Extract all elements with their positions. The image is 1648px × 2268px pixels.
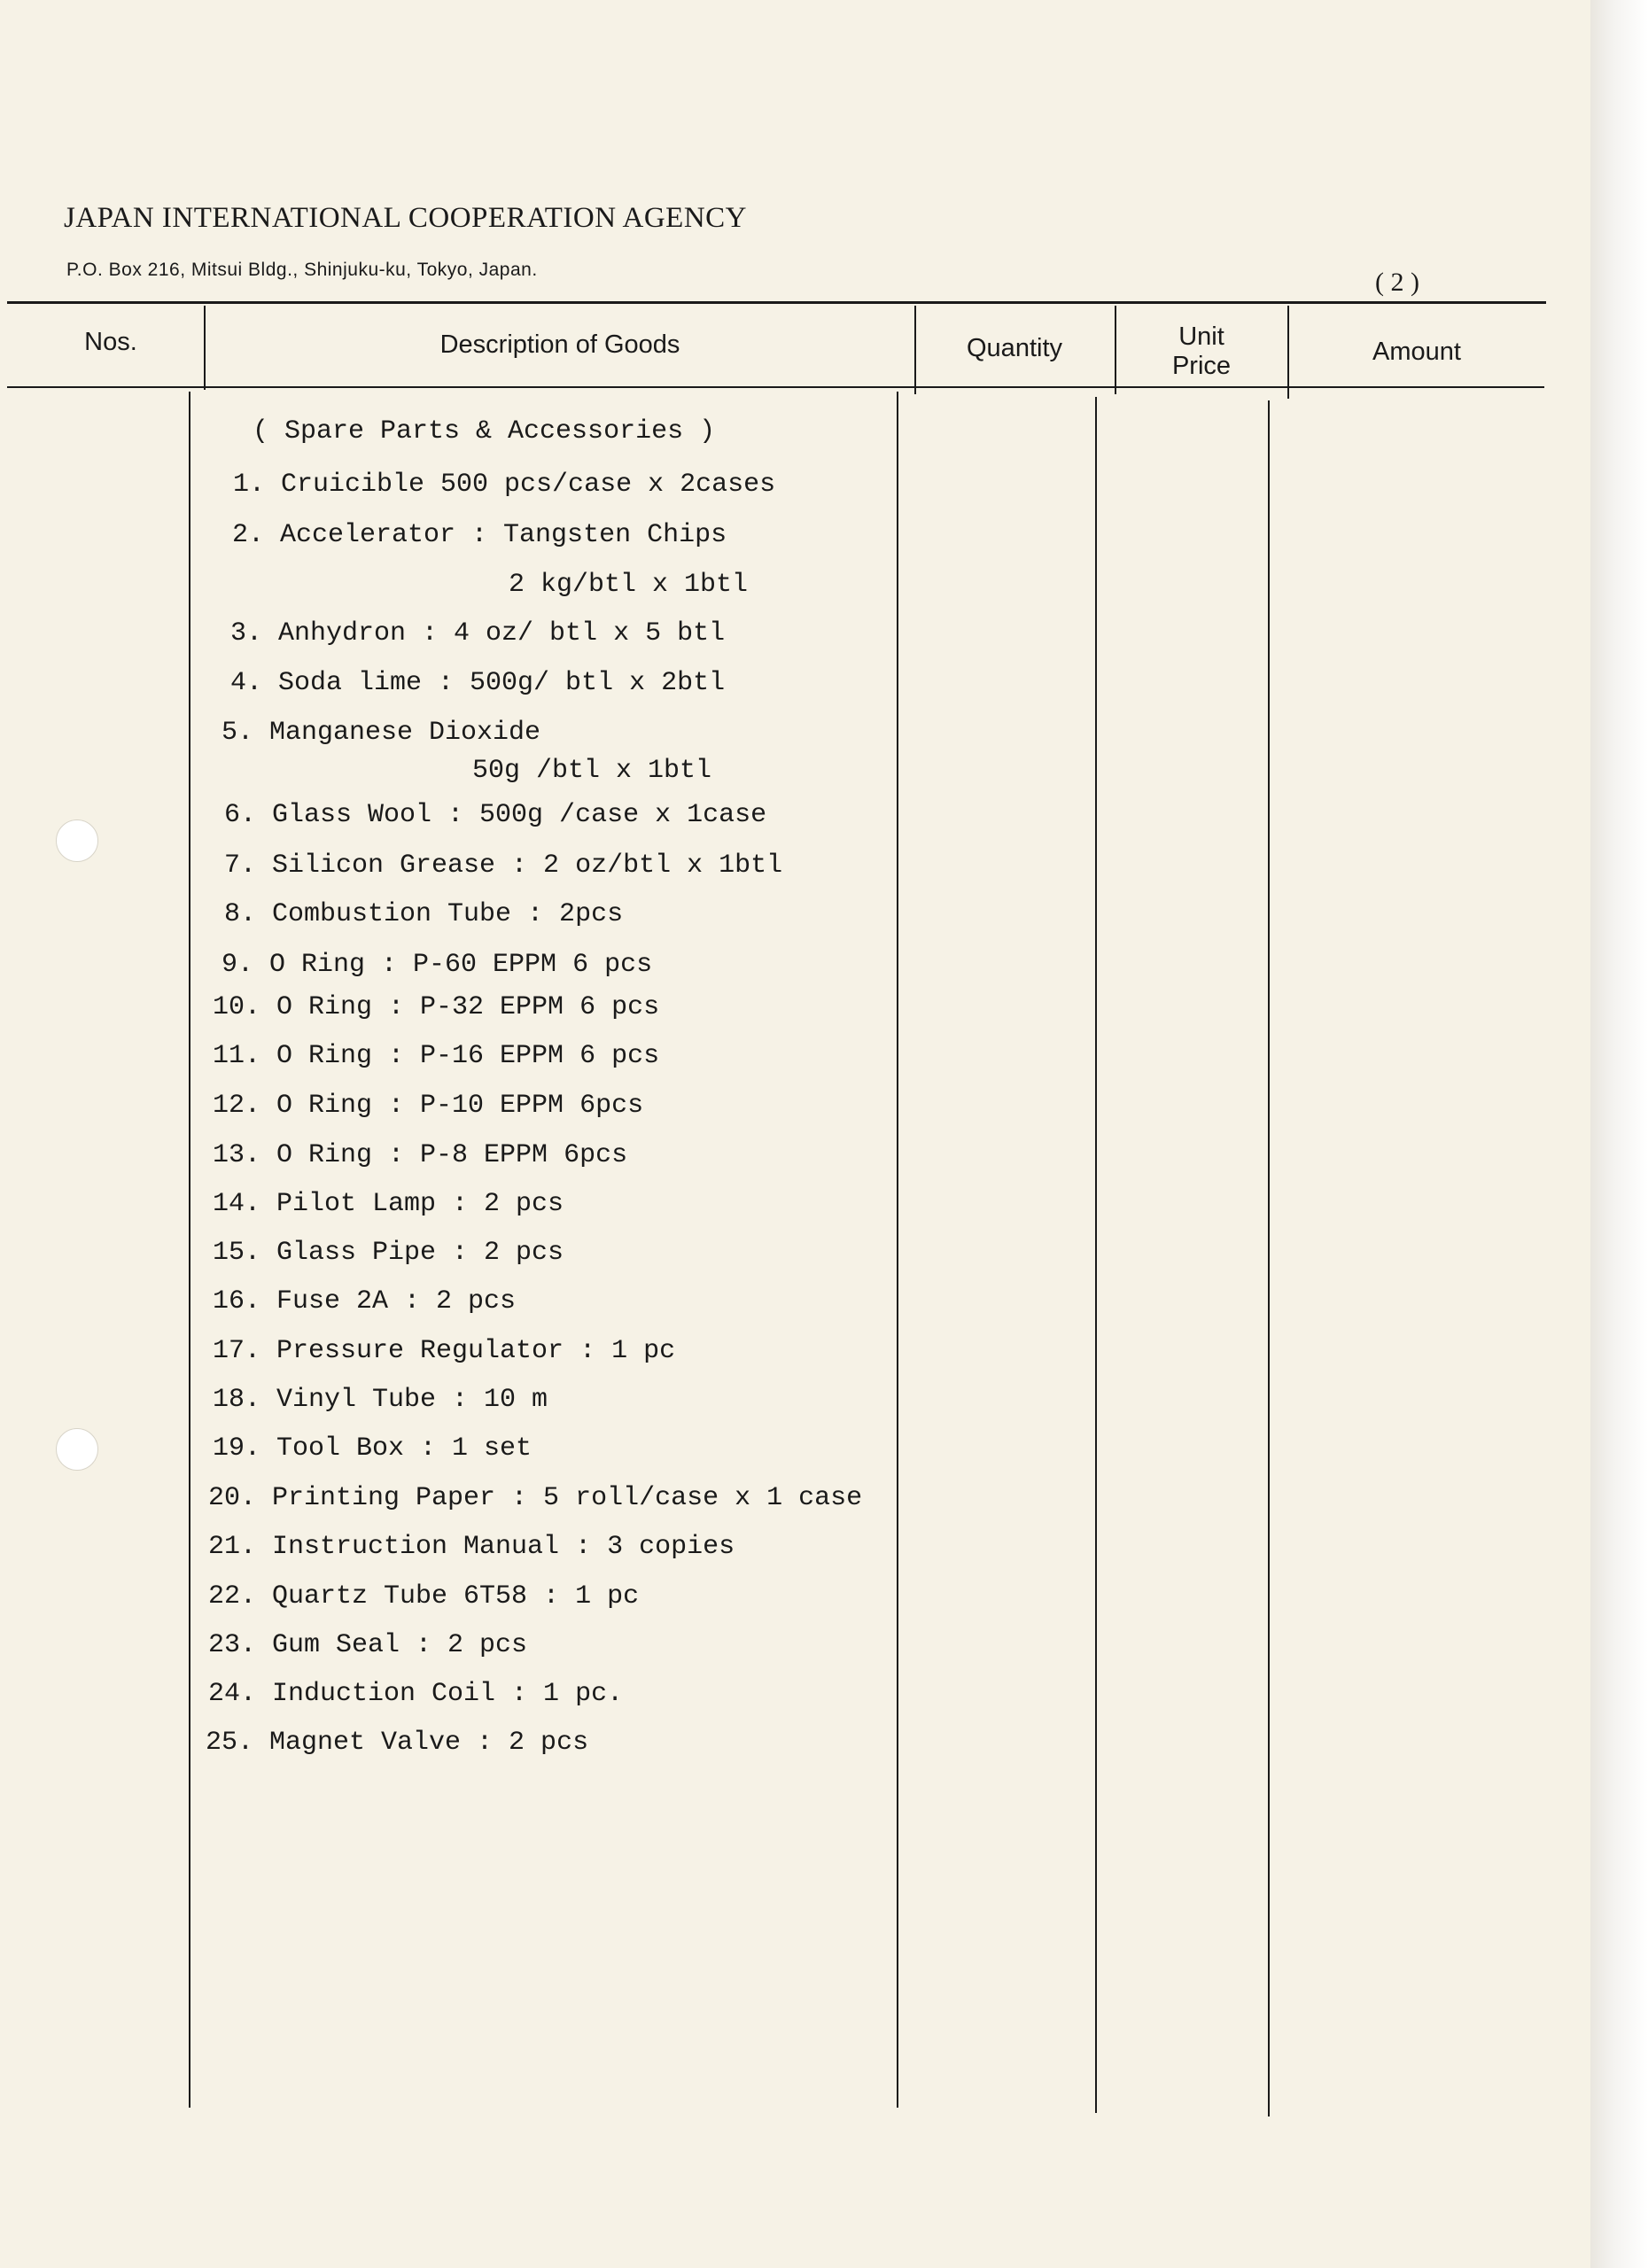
list-item: 4. Soda lime : 500g/ btl x 2btl (230, 668, 726, 698)
header-bottom-rule (7, 386, 1544, 388)
list-item: 14. Pilot Lamp : 2 pcs (213, 1189, 564, 1219)
list-item: 9. O Ring : P-60 EPPM 6 pcs (222, 950, 653, 980)
list-item: 23. Gum Seal : 2 pcs (208, 1630, 528, 1660)
paper-edge (1590, 0, 1648, 2268)
organization-address: P.O. Box 216, Mitsui Bldg., Shinjuku-ku, Tokyo, Japan. (66, 260, 538, 280)
list-item: 50g /btl x 1btl (472, 756, 712, 786)
list-item: 7. Silicon Grease : 2 oz/btl x 1btl (224, 850, 783, 881)
column-header-description: Description of Goods (439, 330, 680, 359)
organization-name: JAPAN INTERNATIONAL COOPERATION AGENCY (64, 202, 747, 234)
body-divider-quantity (1095, 397, 1097, 2113)
list-item: 13. O Ring : P-8 EPPM 6pcs (213, 1140, 628, 1170)
column-header-amount: Amount (1372, 338, 1461, 366)
list-item: 20. Printing Paper : 5 roll/case x 1 case (208, 1483, 863, 1513)
list-item: 19. Tool Box : 1 set (213, 1433, 532, 1464)
table-top-rule (7, 301, 1546, 304)
unit-price-line-2: Price (1171, 352, 1232, 380)
list-item: 12. O Ring : P-10 EPPM 6pcs (213, 1091, 644, 1121)
column-header-quantity: Quantity (967, 334, 1062, 362)
page-number: ( 2 ) (1375, 268, 1419, 297)
list-item: 2. Accelerator : Tangsten Chips (232, 520, 727, 550)
list-item: 16. Fuse 2A : 2 pcs (213, 1286, 517, 1317)
punch-hole-bottom (56, 1428, 98, 1471)
list-item: 1. Cruicible 500 pcs/case x 2cases (233, 470, 776, 500)
column-header-nos: Nos. (84, 328, 137, 356)
list-item: 24. Induction Coil : 1 pc. (208, 1679, 624, 1709)
list-item: 2 kg/btl x 1btl (509, 570, 749, 600)
list-item: 10. O Ring : P-32 EPPM 6 pcs (213, 992, 660, 1022)
unit-price-line-1: Unit (1178, 322, 1224, 351)
list-item: 22. Quartz Tube 6T58 : 1 pc (208, 1581, 640, 1612)
body-divider-unit-price (1268, 400, 1270, 2117)
punch-hole-top (56, 819, 98, 862)
list-item: 6. Glass Wool : 500g /case x 1case (224, 800, 767, 830)
list-item: 18. Vinyl Tube : 10 m (213, 1385, 548, 1415)
column-header-unit-price (1116, 322, 1287, 381)
body-divider-description (897, 392, 898, 2108)
list-item: 21. Instruction Manual : 3 copies (208, 1532, 735, 1562)
body-divider-nos (189, 392, 190, 2108)
list-item: 11. O Ring : P-16 EPPM 6 pcs (213, 1041, 660, 1071)
list-item: 15. Glass Pipe : 2 pcs (213, 1238, 564, 1268)
list-item: 25. Magnet Valve : 2 pcs (206, 1728, 589, 1758)
list-item: 5. Manganese Dioxide (222, 718, 541, 748)
list-item: 17. Pressure Regulator : 1 pc (213, 1336, 676, 1366)
list-item: 8. Combustion Tube : 2pcs (224, 899, 624, 929)
list-item: 3. Anhydron : 4 oz/ btl x 5 btl (230, 618, 726, 649)
section-title: ( Spare Parts & Accessories ) (253, 416, 716, 447)
